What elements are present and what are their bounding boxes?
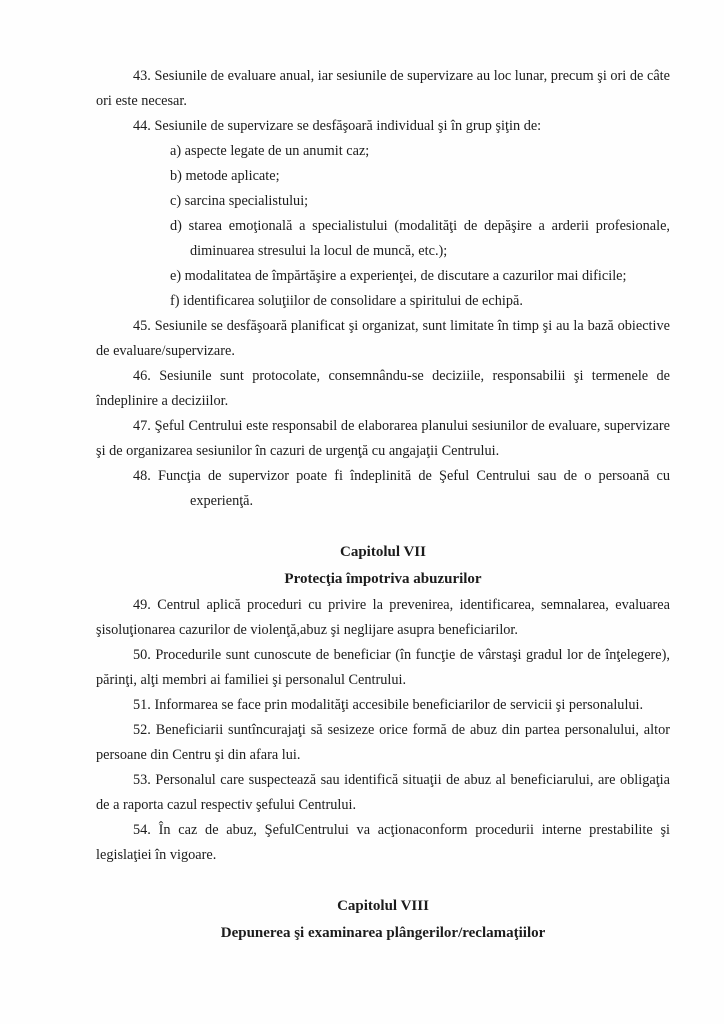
paragraph-line: 49. Centrul aplică proceduri cu privire la prevenirea, identificarea, semnalarea, evaluarea bbox=[133, 597, 670, 613]
paragraph-line: 52. Beneficiarii suntîncurajaţi să sesizeze orice formă de abuz din partea personalului, altor bbox=[133, 722, 670, 738]
chapter-number-heading: Capitolul VIII bbox=[337, 898, 429, 914]
list-item-line: c) sarcina specialistului; bbox=[170, 193, 309, 209]
paragraph-line: de a raporta cazul respectiv şefului Centrului. bbox=[96, 797, 357, 813]
paragraph-line: 54. În caz de abuz, ŞefulCentrului va acţionaconform procedurii interne prestabilite şi bbox=[133, 822, 670, 838]
chapter-number-heading: Capitolul VII bbox=[339, 544, 426, 560]
paragraph-line: şi de organizarea sesiunilor în cazuri de urgenţă cu angajaţii Centrului. bbox=[96, 443, 500, 459]
paragraph-line: 51. Informarea se face prin modalităţi accesibile beneficiarilor de servicii şi personalului. bbox=[133, 697, 644, 713]
chapter-title-heading: Depunerea şi examinarea plângerilor/reclamaţiilor bbox=[220, 925, 546, 941]
paragraph-line: 45. Sesiunile se desfăşoară planificat şi organizat, sunt limitate în timp şi au la bază obiective bbox=[133, 318, 670, 334]
chapter-title-heading: Protecţia împotriva abuzurilor bbox=[284, 571, 482, 587]
paragraph-line: legislaţiei în vigoare. bbox=[96, 847, 217, 863]
list-item-line: e) modalitatea de împărtăşire a experienţei, de discutare a cazurilor mai dificile; bbox=[170, 268, 627, 284]
paragraph-line: 44. Sesiunile de supervizare se desfăşoară individual şi în grup şiţin de: bbox=[133, 118, 542, 134]
paragraph-line: ori este necesar. bbox=[96, 93, 187, 109]
list-item-line: b) metode aplicate; bbox=[170, 168, 280, 184]
list-item-line: diminuarea stresului la locul de muncă, etc.); bbox=[190, 243, 448, 259]
paragraph-line: părinţi, alţi membri ai familiei şi personalul Centrului. bbox=[96, 672, 407, 688]
paragraph-line: 50. Procedurile sunt cunoscute de beneficiar (în funcţie de vârstaşi gradul lor de înţelegere), bbox=[133, 647, 670, 663]
paragraph-line: 46. Sesiunile sunt protocolate, consemnându-se deciziile, responsabilii şi termenele de bbox=[133, 368, 670, 384]
paragraph-line: experienţă. bbox=[190, 493, 254, 509]
paragraph-line: persoane din Centru şi din afara lui. bbox=[96, 747, 301, 763]
paragraph-line: 53. Personalul care suspectează sau identifică situaţii de abuz al beneficiarului, are obligaţia bbox=[133, 772, 670, 788]
paragraph-line: îndeplinire a deciziilor. bbox=[96, 393, 229, 409]
paragraph-line: 48. Funcţia de supervizor poate fi îndeplinită de Şeful Centrului sau de o persoană cu bbox=[133, 468, 670, 484]
list-item-line: d) starea emoţională a specialistului (modalităţi de depăşire a arderii profesionale, bbox=[170, 218, 670, 234]
text-block bbox=[96, 64, 670, 947]
paragraph-line: 43. Sesiunile de evaluare anual, iar sesiunile de supervizare au loc lunar, precum şi ori de câte bbox=[133, 68, 670, 84]
list-item-line: f) identificarea soluţiilor de consolidare a spiritului de echipă. bbox=[170, 293, 523, 309]
blank-line bbox=[96, 868, 670, 893]
paragraph-line: de evaluare/supervizare. bbox=[96, 343, 235, 359]
blank-line bbox=[96, 514, 670, 539]
list-item-line: a) aspecte legate de un anumit caz; bbox=[170, 143, 370, 159]
paragraph-line: 47. Şeful Centrului este responsabil de elaborarea planului sesiunilor de evaluare, supervizare bbox=[133, 418, 670, 434]
paragraph-line: şisoluţionarea cazurilor de violenţă,abuz şi neglijare asupra beneficiarilor. bbox=[96, 622, 518, 638]
